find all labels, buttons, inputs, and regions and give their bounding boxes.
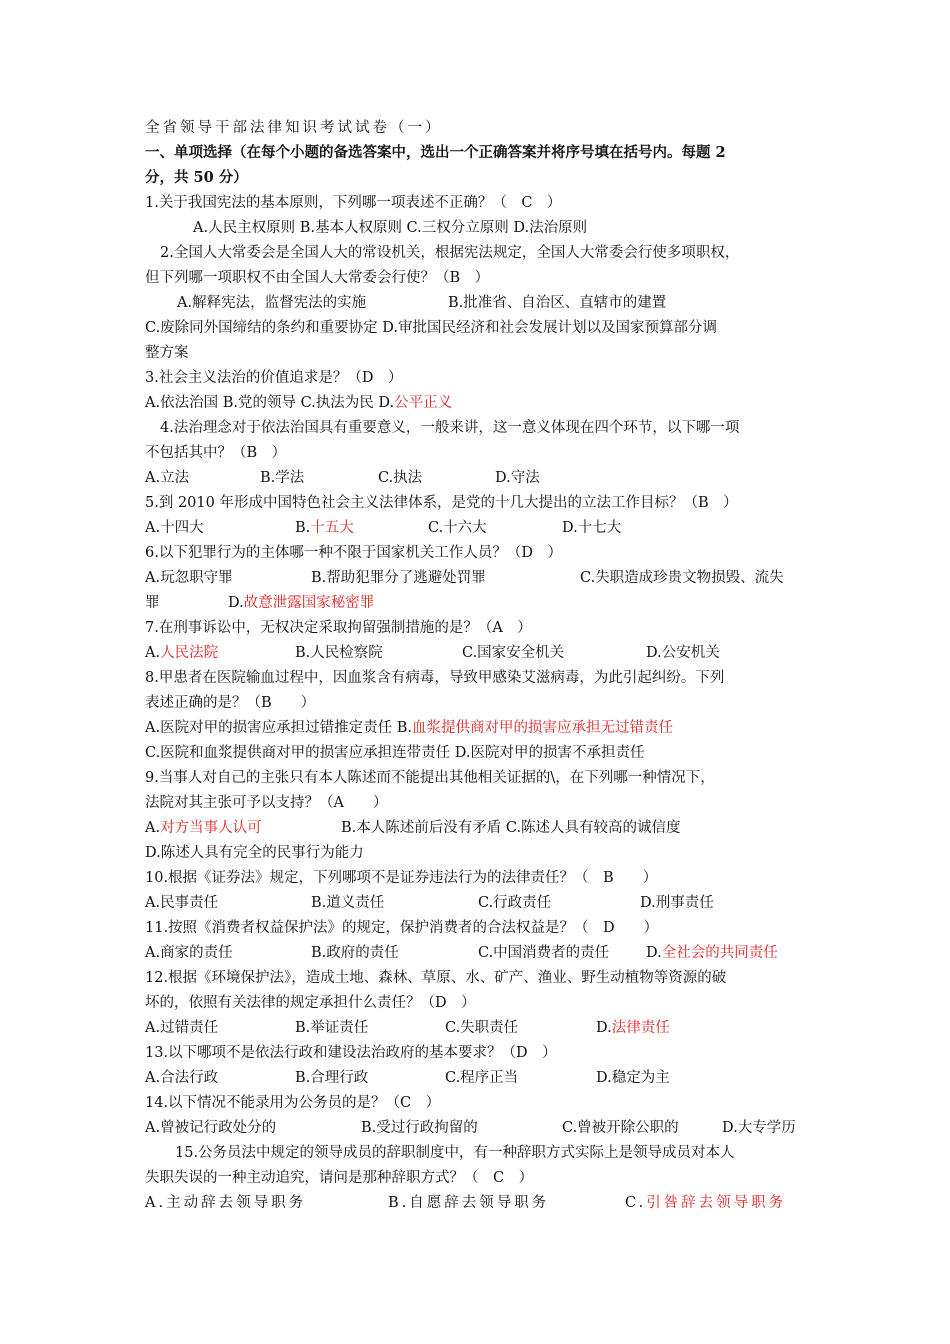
highlighted-answer: 法律责任 bbox=[611, 1020, 670, 1036]
highlighted-answer: 人民法院 bbox=[160, 645, 219, 661]
highlighted-answer: 血浆提供商对甲的损害应承担无过错责任 bbox=[411, 720, 673, 736]
options-cd-cont: 整方案 bbox=[145, 345, 189, 361]
highlighted-answer: 公平正义 bbox=[394, 395, 453, 411]
option-a: A.曾被记行政处分的 bbox=[145, 1120, 277, 1136]
option-letter: D. bbox=[646, 945, 662, 961]
option-letter: D. bbox=[228, 595, 244, 611]
option-d bbox=[228, 593, 374, 613]
question-6: 6.以下犯罪行为的主体哪一种不限于国家机关工作人员？（D ） bbox=[145, 545, 562, 561]
options-text: A.依法治国 B.党的领导 C.执法为民 D. bbox=[145, 395, 395, 411]
option-c: C.失职造成珍贵文物损毁、流失 bbox=[580, 570, 784, 586]
question-9-cont: 法院对其主张可予以支持？（A ） bbox=[145, 795, 388, 811]
question-2: 2.全国人大常委会是全国人大的常设机关，根据宪法规定，全国人大常委会行使多项职权， bbox=[160, 245, 740, 261]
options-ab bbox=[145, 718, 673, 738]
option-b: B.合理行政 bbox=[295, 1070, 369, 1086]
option-letter: C. bbox=[625, 1195, 647, 1211]
question-14: 14.以下情况不能录用为公务员的是？（C ） bbox=[145, 1095, 441, 1111]
option-d: D.大专学历 bbox=[722, 1120, 796, 1136]
option-a bbox=[145, 818, 262, 838]
option-c: C.十六大 bbox=[428, 520, 487, 536]
option-a: A.合法行政 bbox=[145, 1070, 219, 1086]
question-8: 8.甲患者在医院输血过程中，因血浆含有病毒，导致甲感染艾滋病毒，为此引起纠纷。下列 bbox=[145, 670, 725, 686]
option-c bbox=[625, 1193, 786, 1213]
option-a: A.立法 bbox=[145, 470, 190, 486]
options-text: A.医院对甲的损害应承担过错推定责任 B. bbox=[145, 720, 412, 736]
option-b: B.道义责任 bbox=[311, 895, 385, 911]
page-title: 全省领导干部法律知识考试试卷（一） bbox=[145, 120, 443, 136]
option-b: B.人民检察院 bbox=[295, 645, 383, 661]
option-d bbox=[646, 943, 778, 963]
option-d: D.公安机关 bbox=[646, 645, 720, 661]
option-b bbox=[295, 518, 354, 538]
question-4: 4.法治理念对于依法治国具有重要意义，一般来讲，这一意义体现在四个环节，以下哪一项 bbox=[160, 420, 740, 436]
section-heading-cont: 分，共 50 分） bbox=[145, 169, 248, 186]
question-10: 10.根据《证券法》规定，下列哪项不是证券违法行为的法律责任？（ B ） bbox=[145, 870, 658, 886]
option-d: D.稳定为主 bbox=[596, 1070, 670, 1086]
option-a: A.玩忽职守罪 bbox=[145, 570, 233, 586]
option-a: A.商家的责任 bbox=[145, 945, 233, 961]
section-heading: 一、单项选择（在每个小题的备选答案中，选出一个正确答案并将序号填在括号内。每题 2 bbox=[145, 144, 726, 161]
highlighted-answer: 十五大 bbox=[310, 520, 354, 536]
option-a: A.主动辞去领导职务 bbox=[145, 1195, 307, 1211]
option-c-cont: 罪 bbox=[145, 595, 160, 611]
option-d bbox=[596, 1018, 670, 1038]
option-a: A.民事责任 bbox=[145, 895, 219, 911]
option-c: C.程序正当 bbox=[445, 1070, 519, 1086]
question-13: 13.以下哪项不是依法行政和建设法治政府的基本要求？（D ） bbox=[145, 1045, 557, 1061]
option-a: A.十四大 bbox=[145, 520, 204, 536]
highlighted-answer: 故意泄露国家秘密罪 bbox=[243, 595, 375, 611]
option-letter: B. bbox=[295, 520, 311, 536]
question-1-options: A.人民主权原则 B.基本人权原则 C.三权分立原则 D.法治原则 bbox=[193, 220, 588, 236]
question-1: 1.关于我国宪法的基本原则，下列哪一项表述不正确？（ C ） bbox=[145, 195, 562, 211]
option-a: A.解释宪法，监督宪法的实施 bbox=[177, 295, 367, 311]
option-b: B.受过行政拘留的 bbox=[361, 1120, 478, 1136]
option-b: B.帮助犯罪分了逃避处罚罪 bbox=[311, 570, 486, 586]
option-a bbox=[145, 643, 218, 663]
option-letter: A. bbox=[145, 645, 161, 661]
options-bc: B.本人陈述前后没有矛盾 C.陈述人具有较高的诚信度 bbox=[341, 820, 681, 836]
option-c: C.国家安全机关 bbox=[462, 645, 565, 661]
question-12-cont: 坏的，依照有关法律的规定承担什么责任？（D ） bbox=[145, 995, 476, 1011]
option-a: A.过错责任 bbox=[145, 1020, 219, 1036]
option-d: D.陈述人具有完全的民事行为能力 bbox=[145, 845, 364, 861]
question-3: 3.社会主义法治的价值追求是？（D ） bbox=[145, 370, 403, 386]
highlighted-answer: 全社会的共同责任 bbox=[661, 945, 778, 961]
option-b: B.政府的责任 bbox=[311, 945, 399, 961]
option-d: D.十七大 bbox=[562, 520, 622, 536]
option-c: C.失职责任 bbox=[445, 1020, 519, 1036]
question-15-cont: 失职失误的一种主动追究，请问是那种辞职方式？（ C ） bbox=[145, 1170, 534, 1186]
question-4-cont: 不包括其中？（B ） bbox=[145, 445, 287, 461]
option-b: B.批准省、自治区、直辖市的建置 bbox=[448, 295, 667, 311]
option-c: C.曾被开除公职的 bbox=[562, 1120, 679, 1136]
question-5: 5.到 2010 年形成中国特色社会主义法律体系，是党的十几大提出的立法工作目标？（B ） bbox=[145, 495, 738, 511]
option-b: B.学法 bbox=[260, 470, 305, 486]
options-cd: C.医院和血浆提供商对甲的损害应承担连带责任 D.医院对甲的损害不承担责任 bbox=[145, 745, 645, 761]
options-cd: C.废除同外国缔结的条约和重要协定 D.审批国民经济和社会发展计划以及国家预算部分调 bbox=[145, 320, 718, 336]
option-letter: D. bbox=[596, 1020, 612, 1036]
option-b: B.自愿辞去领导职务 bbox=[388, 1195, 550, 1211]
highlighted-answer: 引咎辞去领导职务 bbox=[646, 1195, 787, 1211]
option-b: B.举证责任 bbox=[295, 1020, 369, 1036]
question-9: 9.当事人对自己的主张只有本人陈述而不能提出其他相关证据的\，在下列哪一种情况下， bbox=[145, 770, 715, 786]
question-7: 7.在刑事诉讼中，无权决定采取拘留强制措施的是？（A ） bbox=[145, 620, 532, 636]
option-c: C.行政责任 bbox=[478, 895, 552, 911]
option-letter: A. bbox=[145, 820, 161, 836]
question-2-cont: 但下列哪一项职权不由全国人大常委会行使？（B ） bbox=[145, 270, 490, 286]
question-15: 15.公务员法中规定的领导成员的辞职制度中，有一种辞职方式实际上是领导成员对本人 bbox=[175, 1145, 735, 1161]
question-3-options bbox=[145, 393, 452, 413]
highlighted-answer: 对方当事人认可 bbox=[160, 820, 262, 836]
question-8-cont: 表述正确的是？（B ） bbox=[145, 695, 316, 711]
option-c: C.执法 bbox=[378, 470, 423, 486]
option-c: C.中国消费者的责任 bbox=[478, 945, 610, 961]
question-12: 12.根据《环境保护法》，造成土地、森林、草原、水、矿产、渔业、野生动植物等资源的破 bbox=[145, 970, 727, 986]
option-d: D.刑事责任 bbox=[640, 895, 714, 911]
option-d: D.守法 bbox=[495, 470, 540, 486]
question-11: 11.按照《消费者权益保护法》的规定，保护消费者的合法权益是？（ D ） bbox=[145, 920, 659, 936]
